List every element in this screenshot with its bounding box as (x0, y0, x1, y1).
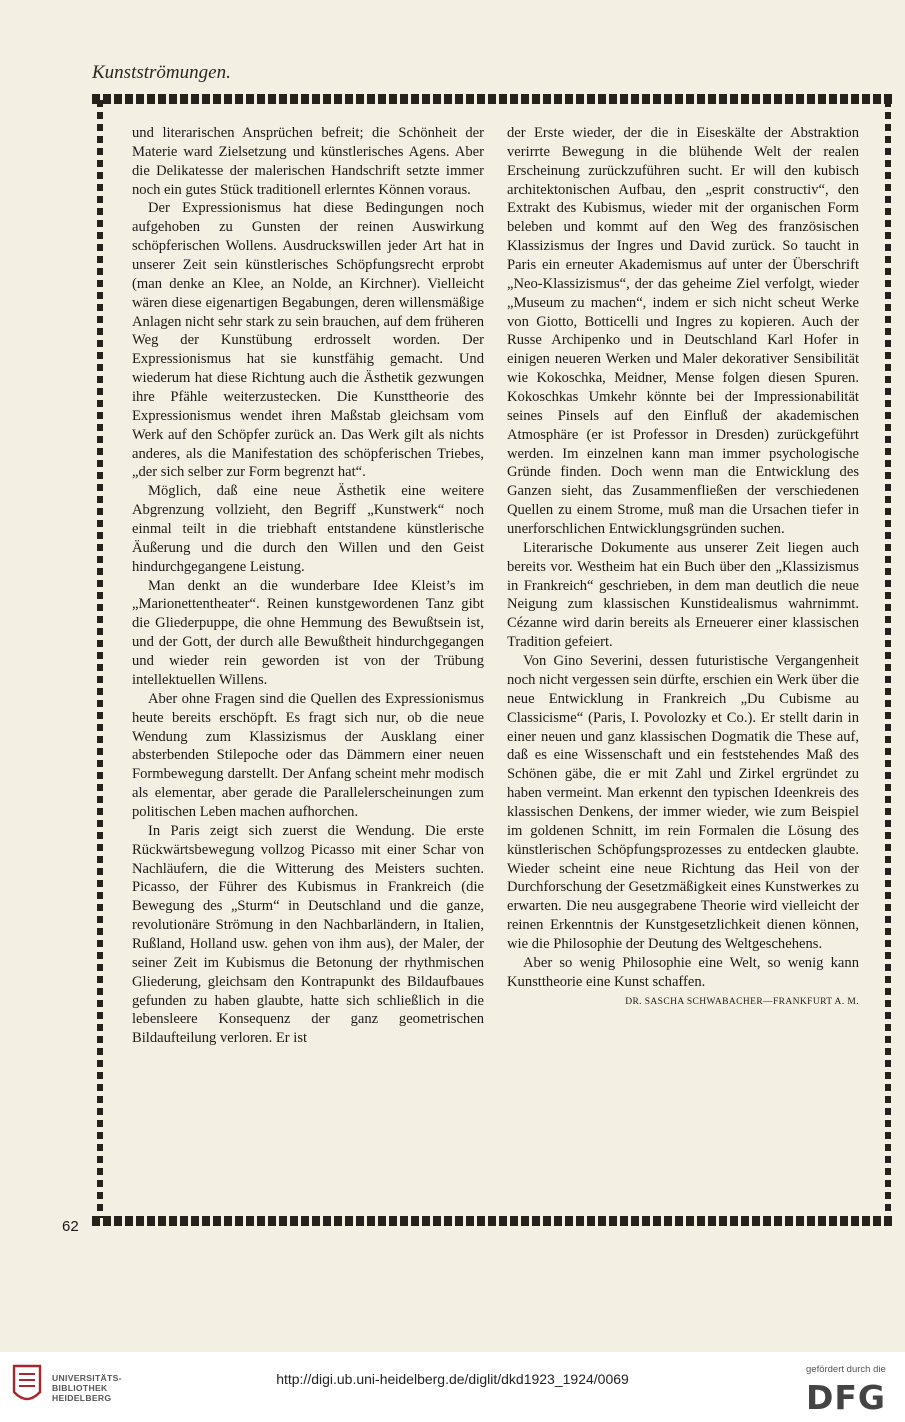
paragraph: und literarischen Ansprüchen befreit; die Schönheit der Materie ward Zielsetzung und künstlerisches Agens. Aber die Delikatesse der malerischen Handschrift setzte immer noch ein gutes Stück traditionell erlerntes Können voraus. (132, 125, 484, 198)
author-signature: DR. SASCHA SCHWABACHER—FRANKFURT A. M. (625, 996, 859, 1007)
text-column-right (507, 124, 859, 1204)
ornamental-border-left (97, 100, 103, 1218)
paragraph: Literarische Dokumente aus unserer Zeit liegen auch bereits vor. Westheim hat ein Buch über den „Klassizismus in Frankreich“ geschrieben, in dem man deutlich die neue Neigung zum klassischen Kunstidealismus wahrnimmt. Cézanne wird darin bereits als Erneuerer einer klassischen Tradition gefeiert. (507, 539, 859, 651)
paragraph: Aber ohne Fragen sind die Quellen des Expressionismus heute bereits erschöpft. Es fragt sich nur, ob die neue Wendung zum Klassizismus der Ausklang einer absterbenden Stilepoche oder das Dämmern einer neuen Formbewegung darstellt. Der Anfang scheint mehr modisch als elementar, aber gerade die Parallelerscheinungen zum politischen Leben machen aufhorchen. (132, 690, 484, 820)
viewer-footer (0, 1352, 905, 1422)
ornamental-border-right (885, 100, 891, 1218)
paragraph: In Paris zeigt sich zuerst die Wendung. Die erste Rückwärtsbewegung vollzog Picasso mit einer Schar von Nachläufern, die die Witterung des Meisters suchten. Picasso, der Führer des Kubismus in Frankreich (die Bewegung des „Sturm“ in Deutschland und die ganze, revolutionäre Strömung in den Nachbarländern, in Italien, Rußland, Holland usw. gehen von ihm aus), der Maler, der seiner Zeit im Kubismus die Betonung der rhythmischen Gliederung, gleichsam den Kontrapunkt des Bildaufbaues gefunden zu haben glaubte, hatte sich schließlich in die lebensleere Konsequenz der ganz geometrischen Bildaufteilung verloren. Er ist (132, 822, 484, 1047)
running-header: Kunstströmungen. (92, 62, 231, 83)
library-name-line: HEIDELBERG (52, 1393, 112, 1403)
page-number: 62 (62, 1218, 79, 1235)
paragraph: Von Gino Severini, dessen futuristische Vergangenheit noch nicht vergessen sein dürfte, erschien ein Werk über die neue Entwicklung in Frankreich „Du Cubisme au Classicisme“ (Paris, I. Povolozky et Co.). Er stellt darin in einer neuen und ganz klassischen Dogmatik die These auf, daß es eine Wissenschaft und ein feststehendes Maß des Schönen gäbe, die er mit Zahl und Zirkel ergründet zu haben vermeint. Man erkennt den typischen Ideenkreis des klassischen Denkens, der immer wieder, wie zum Beispiel im goldenen Schnitt, im rein Formalen die Lösung des künstlerischen Schöpfungsprozesses zu entdecken glaubte. Wieder scheint eine neue Richtung das Heil von der Durchforschung der Gesetzmäßigkeit eines Kunstwerkes zu erwarten. Die neu ausgegrabene Theorie wird vielleicht der reinen Erkenntnis der Kunstgesetzlichkeit dienen können, wie die Philosophie der Deutung des Weltgeschehens. (507, 653, 859, 952)
text-column-left (132, 124, 484, 1204)
ornamental-border-top (92, 94, 892, 104)
library-name-line: UNIVERSITÄTS- (52, 1373, 122, 1383)
funded-by-label: gefördert durch die (806, 1364, 886, 1375)
source-url-link[interactable]: http://digi.ub.uni-heidelberg.de/diglit/dkd1923_1924/0069 (276, 1371, 629, 1387)
ornamental-border-bottom (92, 1216, 892, 1226)
paragraph: Man denkt an die wunderbare Idee Kleist’s im „Marionettentheater“. Reinen kunstgewordenen Tanz gibt die Gliederpuppe, die ohne Hemmung des Bewußtsein ist, und der Gott, der durch alle Bewußtheit hindurchgegangen und wieder rein geworden ist von der Trübung intellektuellen Willens. (132, 577, 484, 688)
paragraph: der Erste wieder, der die in Eiseskälte der Abstraktion verirrte Bewegung in die blühende Welt der realen Erscheinung zurückzuführen sucht. Er will den kubisch architektonischen Aufbau, den „esprit constructiv“, den Extrakt des Kubismus, wieder mit der organischen Form beleben und kommt auf den Weg des französischen Klassizismus der Ingres und David zurück. So taucht in Paris ein erneuter Akademismus auf unter der Überschrift „Neo-Klassizismus“, der das geheime Ziel verfolgt, wieder „Museum zu machen“, indem er sich nicht scheut Werke von Giotto, Botticelli und Ingres zu kopieren. Auch der Russe Archipenko und in Deutschland Karl Hofer in einigen neueren Werken und Maler dekorativer Sensibilität wie Kokoschka, Meidner, Mense folgen diesen Spuren. Kokoschkas Umkehr könnte bei der Impressionabilität seines Pinsels auf den Einfluß der akademischen Atmosphäre (er ist Professor in Dresden) zurückgeführt werden. Im einzelnen kann man immer psychologische Gründe finden. Doch wenn man die Entwicklung des Ganzen sieht, das Zusammenfließen der verschiedenen Quellen zu einem Strome, muß man die Ursachen tiefer in unerforschlichen Entwicklungsgründen suchen. (507, 125, 859, 538)
paragraph: Der Expressionismus hat diese Bedingungen noch aufgehoben zu Gunsten der reinen Auswirkung schöpferischen Wollens. Ausdruckswillen jeder Art hat in unserer Zeit sein künstlerisches Schöpfungsrecht erprobt (man denke an Klee, an Nolde, an Kirchner). Vielleicht wären diese eigenartigen Begabungen, deren willensmäßige Anlagen nicht sehr stark zu sein brauchen, auf dem früheren Weg der Kunstübung erdrosselt worden. Der Expressionismus hat sie kunstfähig gemacht. Und wiederum hat diese Richtung auch die Ästhetik gezwungen ihre Pfähle weiterzustecken. Die Kunsttheorie des Expressionismus wendet ihren Maßstab gleichsam vom Werk auf den Schöpfer zurück an. Das Werk gilt als nichts anderes, als die Manifestation des schöpferischen Triebes, „der sich selber zur Form begrenzt hat“. (132, 200, 484, 481)
paragraph: Aber so wenig Philosophie eine Welt, so wenig kann Kunsttheorie eine Kunst schaffen. (507, 954, 859, 990)
library-name-line: BIBLIOTHEK (52, 1383, 108, 1393)
paragraph: Möglich, daß eine neue Ästhetik eine weitere Abgrenzung vollzieht, den Begriff „Kunstwerk“ noch einmal teilt in die triebhaft entstandene künstlerische Äußerung und die durch den Willen und den Geist hindurchgegangene Leistung. (132, 483, 484, 575)
dfg-logo: DFG (806, 1378, 887, 1417)
